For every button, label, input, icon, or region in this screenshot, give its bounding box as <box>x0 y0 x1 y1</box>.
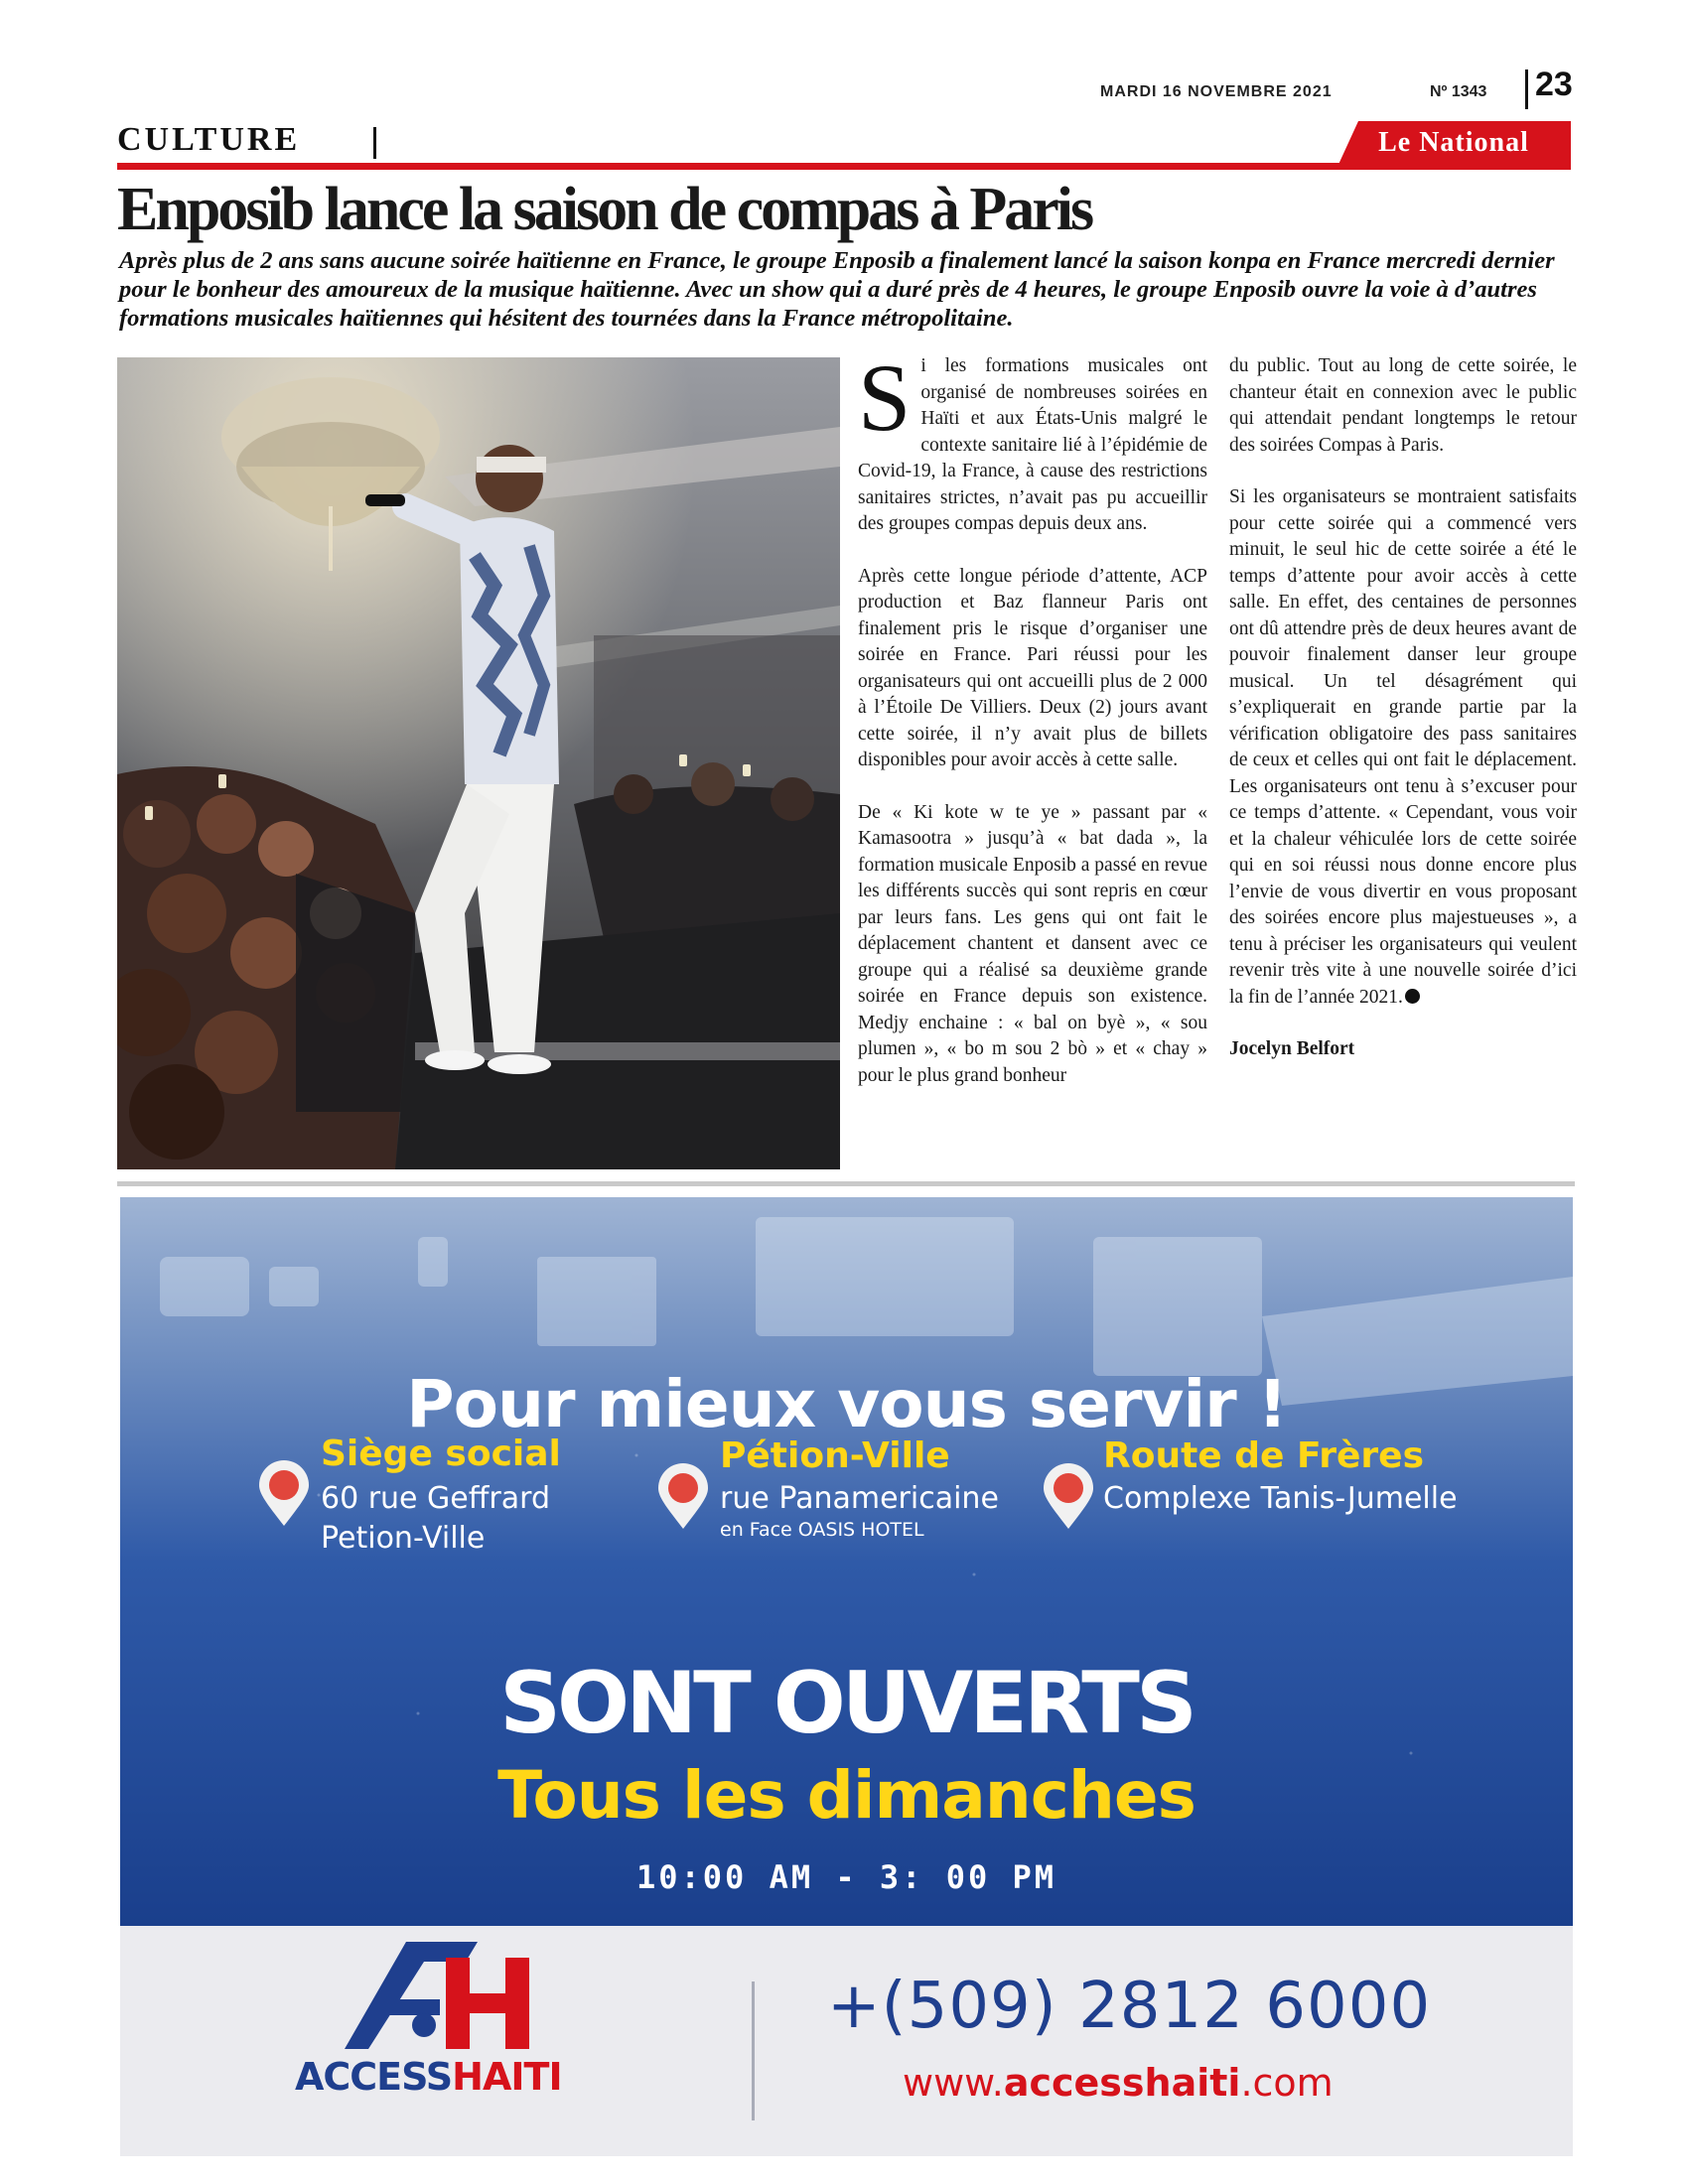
location-1-name: Siège social <box>321 1433 561 1474</box>
article-paragraph <box>1229 484 1577 1011</box>
page-number: 23 <box>1535 66 1573 103</box>
ad-days: Tous les dimanches <box>497 1757 1196 1834</box>
location-2-line1: rue Panamericaine <box>720 1481 999 1516</box>
article-headline: Enposib lance la saison de compas à Paris <box>117 176 1092 243</box>
location-3-name: Route de Frères <box>1103 1435 1425 1476</box>
article-paragraph: De « Ki kote w te ye » passant par « Kamasootra » jusqu’à « bat dada », la formation musicale Enposib a passé en revue les différents succès qui sont repris en cœur par leurs fans. Les gens qui ont fait le déplacement chantent et dansent avec ce groupe qui a réalisé sa deuxième grande soirée en France depuis son existence. Medjy enchaine : « bal on byè », « sou plumen », « bo m sou 2 bò » et « chay » pour le plus grand bonheur <box>858 801 1207 1086</box>
logo-wordmark <box>295 2055 562 2099</box>
access-haiti-advertisement[interactable] <box>120 1197 1573 2156</box>
logo-word-haiti: HAITI <box>452 2055 562 2099</box>
logo-mark <box>329 1942 547 2051</box>
article-lead: Après plus de 2 ans sans aucune soirée haïtienne en France, le groupe Enposib a finalement lancé la saison konpa en France mercredi dernier pour le bonheur des amoureux de la musique haïtienne. Avec un show qui a duré près de 4 heures, le groupe Enposib ouvre la voie à d’autres formations musicales haïtiennes qui hésitent des tournées dans la France métropolitaine. <box>119 247 1555 332</box>
article-author: Jocelyn Belfort <box>1229 1038 1355 1059</box>
location-3-line1: Complexe Tanis-Jumelle <box>1103 1481 1458 1516</box>
issue-date: MARDI 16 NOVEMBRE 2021 <box>1100 83 1333 100</box>
end-mark-icon <box>1405 989 1420 1004</box>
drop-cap: S <box>858 344 912 451</box>
page-number-divider <box>1525 69 1528 109</box>
website-prefix: www. <box>903 2061 1004 2105</box>
contact-separator <box>752 1981 755 2120</box>
location-2-line2: en Face OASIS HOTEL <box>720 1519 924 1541</box>
article-paragraph: du public. Tout au long de cette soirée, le chanteur était en connexion avec le public qui attendait pendant longtemps le retour des soirées Compas à Paris. <box>1229 355 1577 456</box>
ad-hours: 10:00 AM - 3: 00 PM <box>635 1858 1057 1896</box>
concert-illustration <box>117 357 840 1169</box>
location-pin-icon <box>656 1463 710 1536</box>
article-paragraph: Après cette longue période d’attente, ACP production et Baz flanneur Paris ont finalement pris le risque d’organiser une soirée en France. Pari réussi pour les organisateurs qui ont accueilli plus de 2 000 à l’Étoile De Villiers. Deux (2) jours avant cette soirée, il n’y avait plus de billets disponibles pour avoir accès à cette salle. <box>858 565 1207 770</box>
logo-word-access: ACCESS <box>295 2055 453 2099</box>
article-column-2 <box>1229 353 1577 1089</box>
location-2-name: Pétion-Ville <box>720 1435 950 1476</box>
issue-number: Nº 1343 <box>1430 83 1487 100</box>
ad-open-text: SONT OUVERTS <box>499 1654 1194 1753</box>
brand-name: Le National <box>1378 127 1529 158</box>
article-column-1 <box>858 344 1207 1115</box>
paragraph-text: i les formations musicales ont organisé de nombreuses soirées en Haïti et aux États-Unis malgré le contexte sanitaire lié à l’épidémie de Covid-19, la France, à cause des restrictions sanitaires strictes, n’avait pas pu accueillir des groupes compas depuis deux ans. <box>858 355 1207 534</box>
ad-headline: Pour mieux vous servir ! <box>406 1366 1287 1442</box>
section-title: CULTURE <box>117 121 301 158</box>
ad-phone[interactable]: +(509) 2812 6000 <box>827 1970 1432 2043</box>
website-domain: accesshaiti <box>1003 2061 1241 2105</box>
ad-website-link[interactable] <box>903 2061 1334 2105</box>
location-pin-icon <box>257 1460 311 1533</box>
website-suffix: .com <box>1240 2061 1334 2105</box>
section-divider <box>373 127 376 159</box>
location-pin-icon <box>1042 1463 1095 1536</box>
article-paragraph <box>858 344 1207 538</box>
location-1-line1: 60 rue Geffrard <box>321 1481 550 1516</box>
ad-divider <box>117 1181 1575 1186</box>
access-haiti-logo[interactable] <box>329 1942 547 2056</box>
concert-photo <box>117 357 840 1169</box>
paragraph-text: Si les organisateurs se montraient satisfaits pour cette soirée qui a commencé vers minuit, le seul hic de cette soirée a été le temps d’attente pour avoir accès à cette salle. En effet, des centaines de personnes ont dû attendre près de deux heures avant de pouvoir finalement danser leur groupe musical. Un tel désagrément qui s’expliquerait en grande partie par la vérification obligatoire des pass sanitaires de ceux et celles qui ont fait le déplacement. Les organisateurs ont tenu à s’excuser pour ce temps d’attente. « Cependant, vous voir et la chaleur véhiculée lors de cette soirée qui en soi réussi nous donne encore plus l’envie de vous divertir en vous proposant des soirées encore plus majestueuses », a tenu à préciser les organisateurs qui veulent revenir très vite à une nouvelle soirée d’ici la fin de l’année 2021. <box>1229 486 1577 1008</box>
location-1-line2: Petion-Ville <box>321 1521 486 1556</box>
